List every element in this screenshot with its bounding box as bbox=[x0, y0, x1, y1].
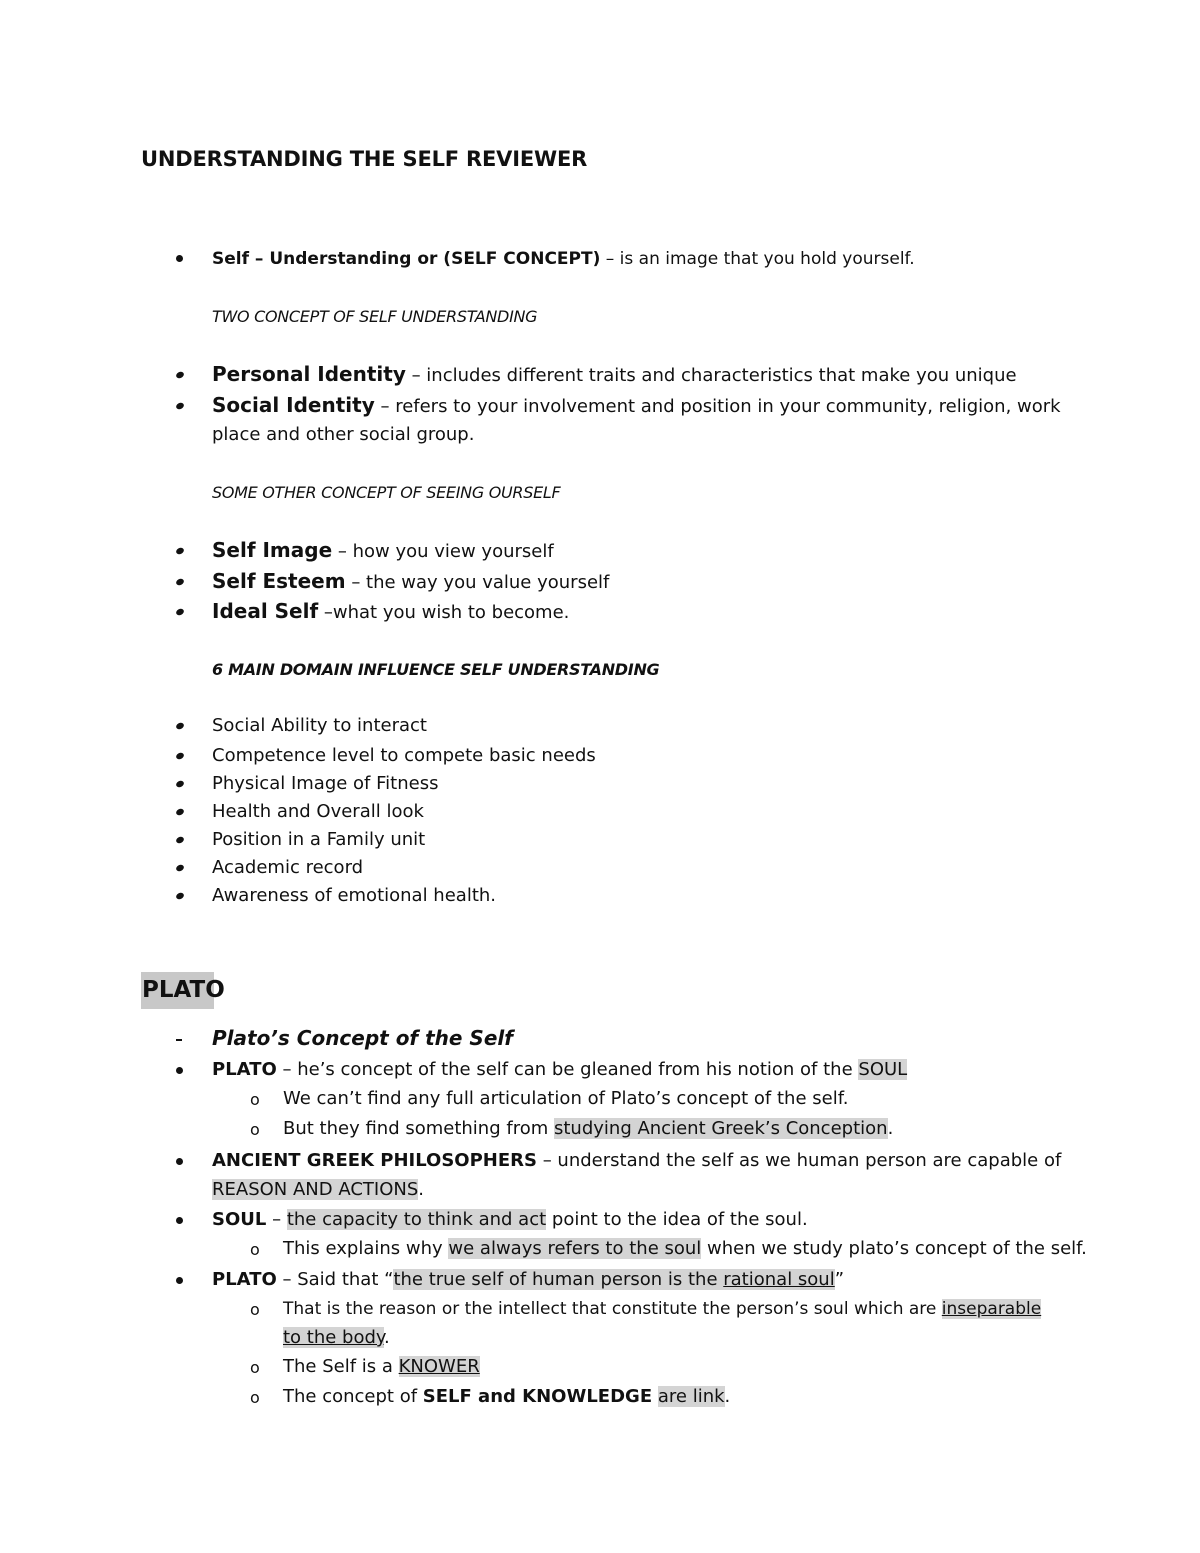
point-desc: – understand the self as we human person are capable of bbox=[536, 1150, 1062, 1171]
bullet-icon bbox=[176, 1217, 183, 1224]
point-desc: ” bbox=[834, 1269, 845, 1290]
subpoint-text: This explains why bbox=[283, 1238, 449, 1259]
plato-point-3 bbox=[212, 1208, 808, 1232]
plato-subheading: Plato’s Concept of the Self bbox=[212, 1026, 513, 1050]
circle-bullet-icon: o bbox=[250, 1358, 260, 1377]
subpoint-text: But they find something from bbox=[283, 1118, 554, 1139]
item-desc: –what you wish to become. bbox=[318, 602, 570, 623]
point-term: SOUL bbox=[212, 1209, 267, 1230]
point-term: PLATO bbox=[212, 1059, 277, 1080]
bullet-icon bbox=[175, 371, 185, 380]
bullet-icon bbox=[176, 1277, 183, 1284]
subpoint-text: That is the reason or the intellect that constitute the person’s soul which are bbox=[283, 1299, 942, 1319]
plato-point-1 bbox=[212, 1058, 907, 1082]
list-item-continuation: place and other social group. bbox=[212, 424, 475, 445]
item-term: Social Identity bbox=[212, 393, 375, 417]
subpoint-text: when we study plato’s concept of the self. bbox=[701, 1238, 1087, 1259]
intro-term: Self – Understanding or (SELF CONCEPT) bbox=[212, 249, 601, 269]
bullet-icon bbox=[175, 808, 185, 817]
subpoint-text: . bbox=[887, 1118, 894, 1139]
circle-bullet-icon: o bbox=[250, 1240, 260, 1259]
list-item bbox=[212, 393, 1061, 419]
plato-point-2-continuation bbox=[212, 1178, 424, 1202]
list-item: Position in a Family unit bbox=[212, 829, 426, 850]
list-item bbox=[212, 599, 569, 625]
plato-subpoint bbox=[283, 1297, 1041, 1321]
subpoint-text: The concept of bbox=[283, 1386, 423, 1407]
bullet-icon bbox=[175, 402, 185, 411]
point-desc: – he’s concept of the self can be gleaned from his notion of the bbox=[276, 1059, 859, 1080]
list-item: Academic record bbox=[212, 857, 364, 878]
list-item bbox=[212, 538, 554, 564]
point-term: ANCIENT GREEK PHILOSOPHERS bbox=[212, 1150, 537, 1171]
item-desc: – includes different traits and characteristics that make you unique bbox=[405, 365, 1017, 386]
item-term: Personal Identity bbox=[212, 362, 406, 386]
item-desc: – how you view yourself bbox=[332, 541, 554, 562]
list-item bbox=[212, 569, 609, 595]
highlight-underlined-text: KNOWER bbox=[398, 1356, 480, 1377]
point-desc: – Said that “ bbox=[276, 1269, 394, 1290]
highlight-text: studying Ancient Greek’s Conception bbox=[553, 1118, 888, 1139]
highlight-underlined-text: rational soul bbox=[723, 1269, 835, 1290]
highlight-text: we always refers to the soul bbox=[448, 1238, 702, 1259]
section-heading-six-domains: 6 MAIN DOMAIN INFLUENCE SELF UNDERSTANDING bbox=[212, 660, 660, 679]
plato-subpoint bbox=[283, 1237, 1087, 1261]
highlight-text: REASON AND ACTIONS bbox=[212, 1179, 419, 1200]
subpoint-text: . bbox=[384, 1327, 390, 1348]
item-desc: – the way you value yourself bbox=[345, 572, 610, 593]
plato-subpoint-continuation bbox=[283, 1326, 390, 1350]
subpoint-text: The Self is a bbox=[283, 1356, 399, 1377]
highlight-text: the true self of human person is the bbox=[393, 1269, 724, 1290]
document-title: UNDERSTANDING THE SELF REVIEWER bbox=[141, 147, 588, 171]
bullet-icon bbox=[175, 836, 185, 845]
plato-point-4 bbox=[212, 1268, 844, 1292]
item-term: Ideal Self bbox=[212, 599, 319, 623]
dash-icon bbox=[176, 1039, 182, 1041]
circle-bullet-icon: o bbox=[250, 1090, 260, 1109]
plato-heading bbox=[141, 972, 225, 1009]
item-term: Self Esteem bbox=[212, 569, 346, 593]
intro-desc: – is an image that you hold yourself. bbox=[600, 249, 915, 269]
highlight-soul: SOUL bbox=[858, 1059, 908, 1080]
highlight-underlined-text: to the body bbox=[283, 1327, 385, 1348]
section-heading-other-concepts: SOME OTHER CONCEPT OF SEEING OURSELF bbox=[212, 483, 561, 502]
list-item bbox=[212, 362, 1017, 388]
bullet-icon bbox=[175, 578, 185, 587]
list-item: Awareness of emotional health. bbox=[212, 885, 497, 906]
bullet-icon bbox=[175, 547, 185, 556]
item-term: Self Image bbox=[212, 538, 333, 562]
bullet-icon bbox=[176, 1158, 183, 1165]
list-item: Health and Overall look bbox=[212, 801, 424, 822]
circle-bullet-icon: o bbox=[250, 1120, 260, 1139]
bullet-icon bbox=[176, 1067, 183, 1074]
list-item: Social Ability to interact bbox=[212, 715, 427, 736]
point-desc: . bbox=[418, 1179, 424, 1200]
bullet-icon bbox=[175, 780, 185, 789]
plato-subpoint: We can’t find any full articulation of Plato’s concept of the self. bbox=[283, 1088, 849, 1109]
plato-point-2 bbox=[212, 1149, 1061, 1173]
bullet-icon bbox=[175, 864, 185, 873]
bullet-icon bbox=[175, 752, 185, 761]
highlight-text: the capacity to think and act bbox=[286, 1209, 547, 1230]
plato-subpoint bbox=[283, 1117, 893, 1141]
subpoint-text bbox=[652, 1386, 658, 1407]
bullet-icon bbox=[175, 608, 185, 617]
bullet-icon bbox=[175, 722, 185, 731]
bullet-icon bbox=[176, 255, 183, 262]
point-desc: point to the idea of the soul. bbox=[546, 1209, 808, 1230]
point-term: PLATO bbox=[212, 1269, 277, 1290]
intro-line bbox=[212, 247, 915, 271]
bold-text: SELF and KNOWLEDGE bbox=[422, 1386, 653, 1407]
list-item: Physical Image of Fitness bbox=[212, 773, 439, 794]
highlight-text: are link bbox=[657, 1386, 725, 1407]
circle-bullet-icon: o bbox=[250, 1300, 260, 1319]
subpoint-text: . bbox=[724, 1386, 731, 1407]
plato-subpoint bbox=[283, 1355, 480, 1379]
section-heading-two-concepts: TWO CONCEPT OF SELF UNDERSTANDING bbox=[212, 307, 538, 326]
item-desc: – refers to your involvement and position in your community, religion, work bbox=[374, 396, 1061, 417]
circle-bullet-icon: o bbox=[250, 1388, 260, 1407]
list-item: Competence level to compete basic needs bbox=[212, 745, 596, 766]
plato-heading-text: PLATO bbox=[142, 977, 225, 1003]
highlight-underlined-text: inseparable bbox=[941, 1299, 1042, 1319]
point-desc: – bbox=[266, 1209, 287, 1230]
bullet-icon bbox=[175, 892, 185, 901]
plato-subpoint bbox=[283, 1385, 730, 1409]
